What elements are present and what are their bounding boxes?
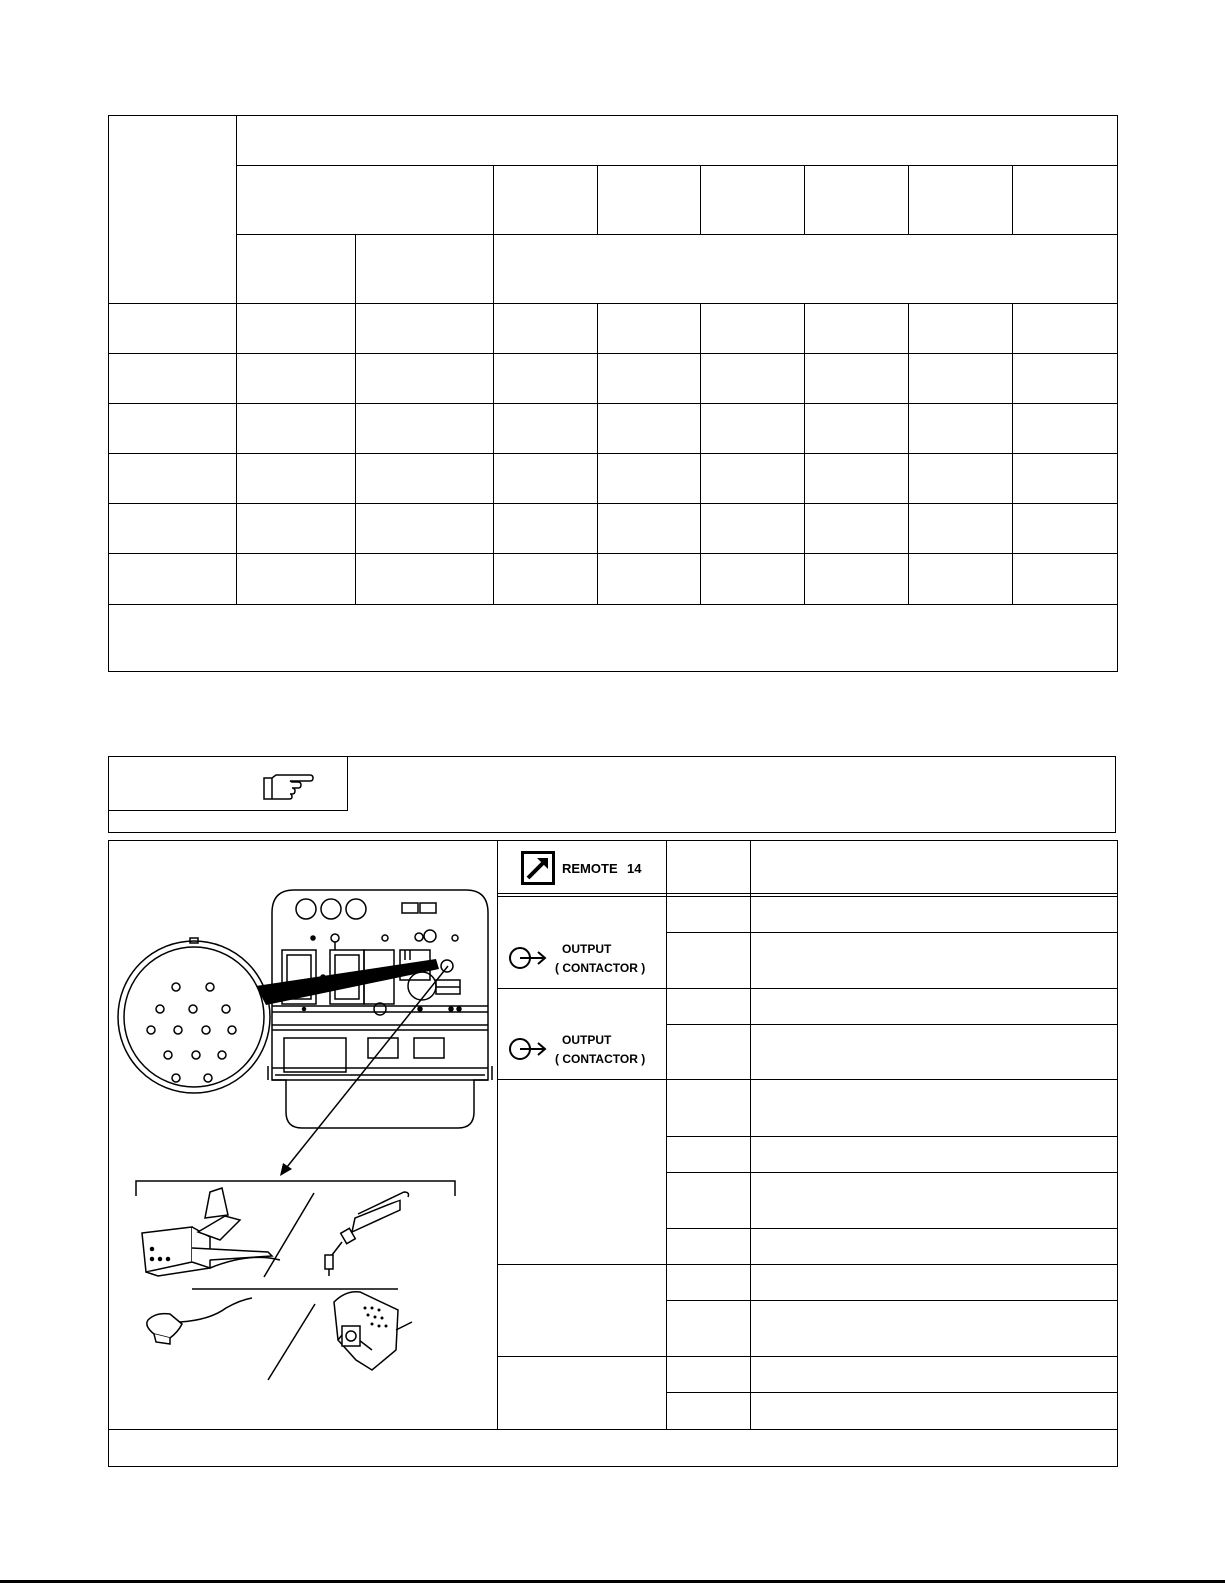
table-divider xyxy=(908,303,909,604)
table-divider xyxy=(497,840,498,1429)
note-divider xyxy=(108,810,348,811)
remote-number: 14 xyxy=(627,861,642,876)
top-table-frame xyxy=(108,115,1118,672)
table-row xyxy=(108,303,1118,304)
table-divider xyxy=(597,303,598,604)
table-row xyxy=(497,1356,1118,1357)
table-divider xyxy=(908,165,909,234)
table-row xyxy=(497,1079,1118,1080)
table-row xyxy=(666,1136,1118,1137)
table-row xyxy=(666,1392,1118,1393)
note-divider xyxy=(347,756,348,811)
table-divider xyxy=(1012,303,1013,604)
table-divider xyxy=(236,165,1118,166)
table-divider xyxy=(236,234,1118,235)
table-row xyxy=(666,1172,1118,1173)
table-row xyxy=(108,604,1118,605)
table-row xyxy=(108,553,1118,554)
contactor-label: ( CONTACTOR ) xyxy=(555,961,646,975)
page-bottom-rule xyxy=(0,1580,1225,1583)
table-divider xyxy=(700,303,701,604)
output-contactor-icon xyxy=(508,1036,550,1062)
pointing-hand-icon xyxy=(262,773,314,801)
table-divider xyxy=(108,1429,1118,1430)
table-row xyxy=(108,503,1118,504)
output-contactor-icon xyxy=(508,945,550,971)
table-divider xyxy=(804,165,805,234)
table-row xyxy=(666,1228,1118,1229)
table-row xyxy=(497,1264,1118,1265)
table-row xyxy=(108,353,1118,354)
table-divider xyxy=(497,896,1118,897)
table-divider xyxy=(700,165,701,234)
remote-label: REMOTE xyxy=(562,861,618,876)
table-row xyxy=(108,403,1118,404)
table-divider xyxy=(1012,165,1013,234)
note-frame xyxy=(108,756,1116,833)
table-divider xyxy=(497,893,1118,894)
table-row xyxy=(497,988,1118,989)
output-label: OUTPUT xyxy=(562,942,612,956)
table-divider xyxy=(804,303,805,604)
remote-arrow-icon xyxy=(520,850,556,886)
remote-receptacle-illustration xyxy=(110,880,495,1400)
table-row xyxy=(108,453,1118,454)
table-row xyxy=(666,1024,1118,1025)
table-divider xyxy=(236,115,237,604)
table-divider xyxy=(597,165,598,234)
table-divider xyxy=(666,840,667,1429)
table-divider xyxy=(493,165,494,604)
table-divider xyxy=(750,840,751,1429)
table-row xyxy=(666,932,1118,933)
output-label: OUTPUT xyxy=(562,1033,612,1047)
table-divider xyxy=(355,234,356,604)
contactor-label: ( CONTACTOR ) xyxy=(555,1052,646,1066)
table-row xyxy=(666,1300,1118,1301)
